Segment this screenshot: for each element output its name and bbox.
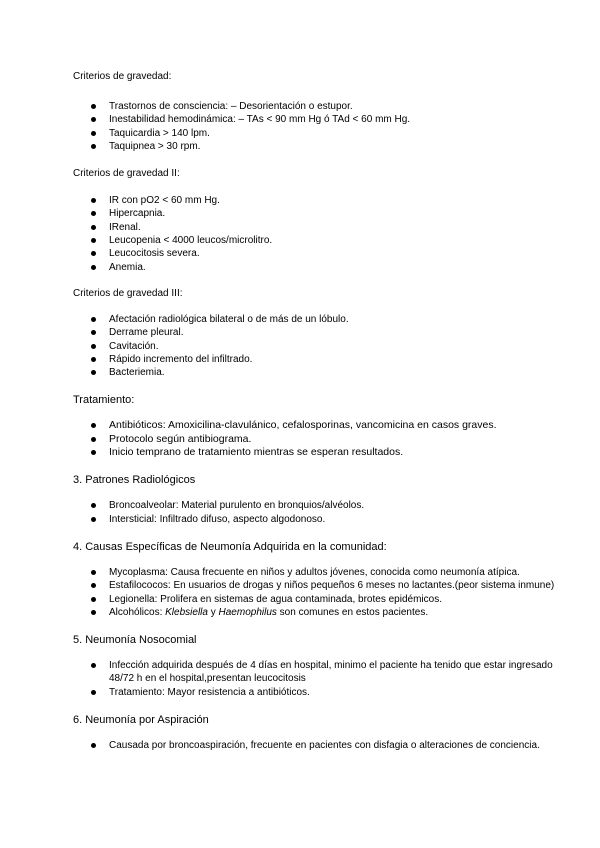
section-heading: 4. Causas Específicas de Neumonía Adquirida en la comunidad: bbox=[73, 540, 387, 553]
list-item: Protocolo según antibiograma. bbox=[73, 433, 560, 446]
list-item: Trastornos de consciencia: – Desorientación o estupor. bbox=[73, 100, 560, 113]
list-item: Rápido incremento del infiltrado. bbox=[73, 353, 560, 366]
list-item bbox=[73, 606, 560, 619]
list-item: Taquipnea > 30 rpm. bbox=[73, 140, 560, 153]
list-item: Broncoalveolar: Material purulento en bronquios/alvéolos. bbox=[73, 499, 560, 512]
list-item: IR con pO2 < 60 mm Hg. bbox=[73, 194, 560, 207]
list-item: Derrame pleural. bbox=[73, 326, 560, 339]
list-item: Infección adquirida después de 4 días en hospital, minimo el paciente ha tenido que estar ingresado 48/72 h en el hospital,presentan leucocitosis bbox=[73, 659, 560, 686]
haemophilus-term: Haemophilus bbox=[218, 606, 277, 618]
list-item: Taquicardia > 140 lpm. bbox=[73, 127, 560, 140]
list-item: Tratamiento: Mayor resistencia a antibióticos. bbox=[73, 686, 560, 699]
list-item: Bacteriemia. bbox=[73, 366, 560, 379]
list-item: Inestabilidad hemodinámica: – TAs < 90 mm Hg ó TAd < 60 mm Hg. bbox=[73, 113, 560, 126]
list-item: Hipercapnia. bbox=[73, 207, 560, 220]
bullet-list bbox=[73, 100, 560, 153]
section-heading: Criterios de gravedad III: bbox=[73, 287, 183, 299]
bullet-list bbox=[73, 419, 560, 459]
list-item: Anemia. bbox=[73, 261, 560, 274]
list-item: Intersticial: Infiltrado difuso, aspecto algodonoso. bbox=[73, 513, 560, 526]
alcoholicos-conj: y bbox=[207, 606, 219, 618]
bullet-list bbox=[73, 313, 560, 379]
section-heading: 5. Neumonía Nosocomial bbox=[73, 634, 197, 647]
list-item: Inicio temprano de tratamiento mientras se esperan resultados. bbox=[73, 446, 560, 459]
alcoholicos-prefix: Alcohólicos: bbox=[109, 606, 166, 618]
bullet-list bbox=[73, 194, 560, 274]
section-heading: 6. Neumonía por Aspiración bbox=[73, 714, 209, 727]
section-heading: Tratamiento: bbox=[73, 394, 135, 407]
section-heading: Criterios de gravedad II: bbox=[73, 168, 180, 180]
list-item: Causada por broncoaspiración, frecuente en pacientes con disfagia o alteraciones de conciencia. bbox=[73, 739, 560, 752]
list-item: Estafilococos: En usuarios de drogas y niños pequeños 6 meses no lactantes.(peor sistema inmune) bbox=[73, 579, 560, 592]
list-item: Afectación radiológica bilateral o de más de un lóbulo. bbox=[73, 313, 560, 326]
list-item: Cavitación. bbox=[73, 340, 560, 353]
list-item: Legionella: Prolifera en sistemas de agua contaminada, brotes epidémicos. bbox=[73, 593, 560, 606]
alcoholicos-suffix: son comunes en estos pacientes. bbox=[276, 606, 429, 618]
list-item: Leucopenia < 4000 leucos/microlitro. bbox=[73, 234, 560, 247]
bullet-list bbox=[73, 566, 560, 619]
section-heading: 3. Patrones Radiológicos bbox=[73, 474, 196, 487]
list-item: Mycoplasma: Causa frecuente en niños y adultos jóvenes, conocida como neumonía atípica. bbox=[73, 566, 560, 579]
klebsiella-term: Klebsiella bbox=[165, 606, 208, 618]
list-item: IRenal. bbox=[73, 221, 560, 234]
bullet-list bbox=[73, 659, 560, 699]
list-item: Leucocitosis severa. bbox=[73, 247, 560, 260]
bullet-list bbox=[73, 739, 560, 752]
bullet-list bbox=[73, 499, 560, 526]
section-heading: Criterios de gravedad: bbox=[73, 71, 172, 82]
list-item: Antibióticos: Amoxicilina-clavulánico, cefalosporinas, vancomicina en casos graves. bbox=[73, 419, 560, 432]
